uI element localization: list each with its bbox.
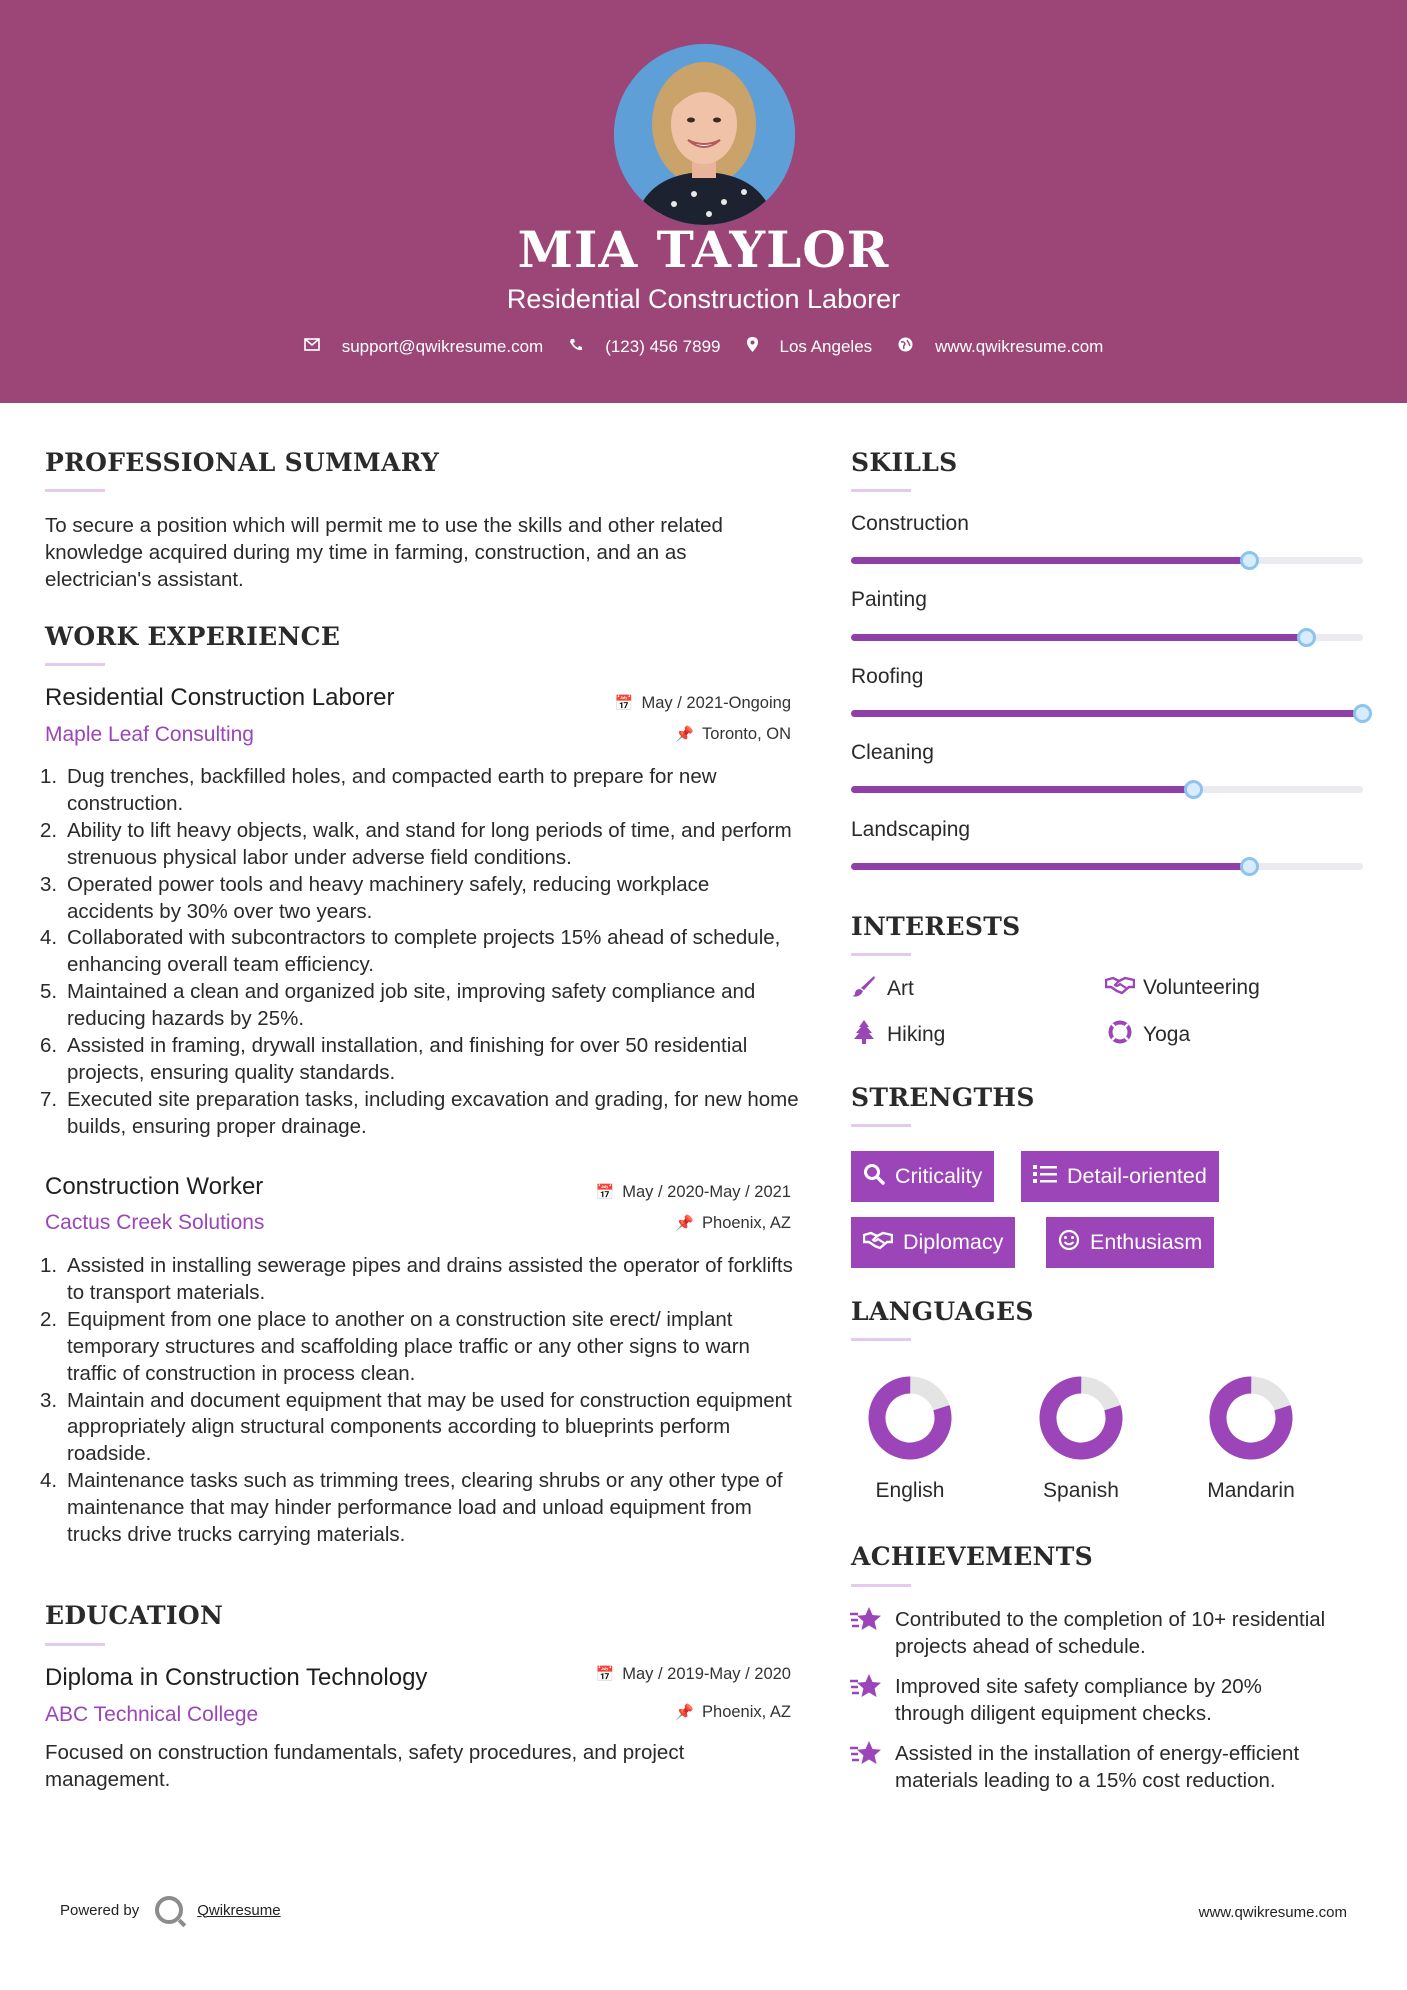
lifebuoy-icon: [1105, 1020, 1135, 1050]
job-2-location: [675, 1214, 791, 1233]
interest-volunteering: [1105, 975, 1260, 1001]
tree-icon: [849, 1020, 879, 1050]
interests-heading: INTERESTS: [851, 912, 1021, 941]
handshake-icon: [1105, 975, 1135, 1001]
list-icon: [1033, 1164, 1057, 1190]
skill-bar-knob[interactable]: [1240, 551, 1259, 570]
candidate-title: Residential Construction Laborer: [506, 284, 901, 314]
language-label-spanish: Spanish: [1043, 1479, 1119, 1502]
envelope-icon: [304, 338, 320, 356]
list-item: 3. Operated power tools and heavy machinery safely, reducing workplace accidents by 30% over two years.: [40, 872, 710, 923]
skill-label: Roofing: [851, 665, 924, 688]
globe-icon: [898, 337, 913, 357]
strength-label: Criticality: [895, 1164, 983, 1188]
calendar-icon: 📅: [614, 695, 634, 712]
powered-by-text: Powered by: [60, 1901, 140, 1919]
job-1-date-text: May / 2021-Ongoing: [641, 694, 791, 712]
strength-label: Detail-oriented: [1067, 1164, 1207, 1188]
summary-rule: [45, 489, 105, 492]
contact-email[interactable]: [304, 337, 544, 357]
strength-chip-diplomacy: [851, 1217, 1015, 1268]
skill-bar-fill: [851, 786, 1194, 793]
handshake-icon: [863, 1230, 893, 1256]
job-2-date-text: May / 2020-May / 2021: [622, 1183, 791, 1201]
languages-heading: LANGUAGES: [851, 1297, 1034, 1326]
job-1-duties: [40, 764, 800, 1141]
contact-phone-text: (123) 456 7899: [605, 337, 721, 356]
skills-rule: [851, 489, 911, 492]
contact-location: [747, 337, 873, 357]
job-1-location-text: Toronto, ON: [702, 725, 791, 743]
summary-text: To secure a position which will permit me to use the skills and other related knowledge acquired during my time in farming, construction, and an as electrician's assistant.: [45, 514, 723, 591]
pushpin-icon: 📌: [675, 1704, 695, 1721]
skill-bar-knob[interactable]: [1184, 780, 1203, 799]
education-location-text: Phoenix, AZ: [702, 1703, 791, 1721]
education-location: [675, 1703, 791, 1722]
skill-bar: [851, 786, 1363, 793]
job-1-date: [615, 694, 791, 713]
skill-bar-knob[interactable]: [1240, 857, 1259, 876]
skill-label: Painting: [851, 588, 927, 611]
skill-bar-fill: [851, 710, 1363, 717]
education-date-text: May / 2019-May / 2020: [622, 1665, 791, 1683]
job-2-location-text: Phoenix, AZ: [702, 1214, 791, 1232]
strengths-heading: STRENGTHS: [851, 1083, 1035, 1112]
list-item: 4. Maintenance tasks such as trimming trees, clearing shrubs or any other type of maintenance that may hinder performance load and unload equipment from trucks drive trucks carrying materials.: [40, 1469, 783, 1547]
pushpin-icon: 📌: [675, 726, 695, 743]
strengths-rule: [851, 1124, 911, 1127]
achievement-item: [849, 1740, 1329, 1794]
smile-icon: [1058, 1229, 1080, 1257]
achievement-text: Contributed to the completion of 10+ residential projects ahead of schedule.: [895, 1608, 1326, 1658]
skill-bar: [851, 634, 1363, 641]
star-icon: [849, 1606, 887, 1660]
brand-link[interactable]: Qwikresume: [197, 1901, 281, 1919]
list-item: 2. Equipment from one place to another on a construction site erect/ implant temporary structures and scaffolding place traffic or any other signs to warn traffic of construction in process clean.: [40, 1307, 750, 1385]
interest-label: Art: [887, 977, 914, 1000]
education-date: [596, 1665, 791, 1684]
list-item: 1. Dug trenches, backfilled holes, and compacted earth to prepare for new construction.: [40, 765, 717, 815]
languages-rule: [851, 1338, 911, 1341]
phone-icon: [569, 338, 583, 357]
skill-bar-fill: [851, 863, 1250, 870]
list-item: 5. Maintained a clean and organized job site, improving safety compliance and reducing hazards by 25%.: [40, 980, 756, 1031]
contact-bar: [0, 337, 1407, 357]
skill-label: Construction: [851, 512, 969, 535]
contact-location-text: Los Angeles: [779, 337, 873, 356]
footer-url[interactable]: www.qwikresume.com: [1198, 1904, 1347, 1921]
pushpin-icon: 📌: [675, 1215, 695, 1232]
education-degree: Diploma in Construction Technology: [45, 1664, 428, 1691]
strength-chip-criticality: [851, 1151, 994, 1202]
candidate-name: MIA TAYLOR: [517, 220, 890, 279]
footer-powered-by: [60, 1896, 281, 1924]
star-icon: [849, 1740, 887, 1794]
job-2-company: Cactus Creek Solutions: [45, 1211, 265, 1234]
interests-rule: [851, 953, 911, 956]
star-icon: [849, 1673, 887, 1727]
job-2-date: [596, 1183, 791, 1202]
contact-website-text: www.qwikresume.com: [935, 337, 1104, 356]
skills-heading: SKILLS: [851, 448, 958, 477]
summary-heading: PROFESSIONAL SUMMARY: [45, 448, 440, 477]
search-icon: [863, 1163, 885, 1191]
language-ring-mandarin: [1208, 1375, 1294, 1461]
strength-chip-detail-oriented: [1021, 1151, 1219, 1202]
skill-bar-fill: [851, 557, 1250, 564]
list-item: 4. Collaborated with subcontractors to complete projects 15% ahead of schedule, enhancing overall team efficiency.: [40, 926, 781, 977]
location-pin-icon: [747, 337, 758, 357]
interest-label: Hiking: [887, 1023, 946, 1046]
avatar: [614, 44, 795, 225]
skill-bar-knob[interactable]: [1353, 704, 1372, 723]
achievement-item: [849, 1606, 1329, 1660]
language-label-english: English: [875, 1479, 945, 1502]
job-2-duties: [40, 1253, 800, 1549]
achievement-text: Improved site safety compliance by 20% through diligent equipment checks.: [895, 1675, 1262, 1725]
job-1-company: Maple Leaf Consulting: [45, 723, 254, 746]
strength-label: Enthusiasm: [1090, 1230, 1203, 1254]
skill-bar: [851, 863, 1363, 870]
list-item: 7. Executed site preparation tasks, including excavation and grading, for new home builds, ensuring proper drainage.: [40, 1087, 799, 1138]
education-description: Focused on construction fundamentals, safety procedures, and project management.: [45, 1741, 685, 1791]
education-school: ABC Technical College: [45, 1703, 259, 1726]
header-banner: [0, 0, 1407, 403]
list-item: 1. Assisted in installing sewerage pipes and drains assisted the operator of forklifts to transport materials.: [40, 1254, 793, 1304]
skill-bar-knob[interactable]: [1297, 628, 1316, 647]
achievement-text: Assisted in the installation of energy-efficient materials leading to a 15% cost reduction.: [895, 1742, 1300, 1792]
strength-label: Diplomacy: [903, 1230, 1004, 1254]
list-item: 3. Maintain and document equipment that may be used for construction equipment appropriately align structural components according to blueprints perform roadside.: [40, 1388, 792, 1466]
language-label-mandarin: Mandarin: [1207, 1479, 1295, 1502]
interest-art: [849, 975, 914, 1003]
skill-bar: [851, 710, 1363, 717]
strength-chip-enthusiasm: [1046, 1217, 1214, 1268]
achievements-rule: [851, 1584, 911, 1587]
calendar-icon: 📅: [595, 1666, 615, 1683]
interest-label: Yoga: [1143, 1023, 1191, 1046]
qwikresume-logo-icon: [155, 1896, 183, 1924]
education-rule: [45, 1643, 105, 1646]
skill-label: Landscaping: [851, 818, 971, 841]
work-heading: WORK EXPERIENCE: [45, 622, 341, 651]
interest-hiking: [849, 1020, 945, 1050]
skill-bar: [851, 557, 1363, 564]
contact-website[interactable]: [898, 337, 1103, 357]
skill-bar-fill: [851, 634, 1307, 641]
job-2-role: Construction Worker: [45, 1173, 264, 1200]
interest-yoga: [1105, 1020, 1190, 1050]
achievements-heading: ACHIEVEMENTS: [851, 1542, 1093, 1571]
interest-label: Volunteering: [1143, 976, 1260, 999]
language-ring-spanish: [1038, 1375, 1124, 1461]
job-1-location: [675, 725, 791, 744]
list-item: 2. Ability to lift heavy objects, walk, and stand for long periods of time, and perform strenuous physical labor under adverse field conditions.: [40, 818, 792, 869]
achievement-item: [849, 1673, 1329, 1727]
contact-phone[interactable]: [569, 337, 720, 357]
skill-label: Cleaning: [851, 741, 934, 764]
contact-email-text: support@qwikresume.com: [341, 337, 544, 356]
calendar-icon: 📅: [595, 1184, 615, 1201]
education-heading: EDUCATION: [45, 1601, 224, 1630]
language-ring-english: [867, 1375, 953, 1461]
paintbrush-icon: [849, 975, 879, 1003]
job-1-role: Residential Construction Laborer: [45, 684, 395, 711]
list-item: 6. Assisted in framing, drywall installation, and finishing for over 50 residential projects, ensuring quality standards.: [40, 1034, 748, 1084]
work-rule: [45, 663, 105, 666]
